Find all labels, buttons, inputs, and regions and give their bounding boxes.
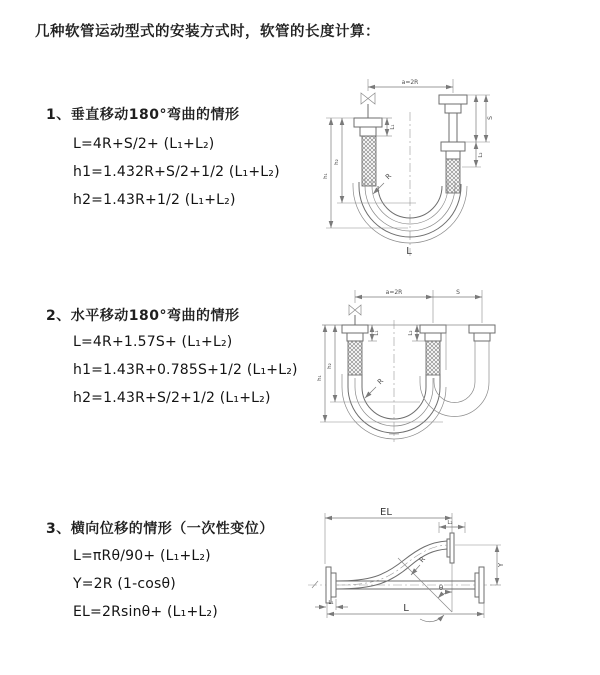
theta-label: θ xyxy=(438,584,444,592)
dimension-l xyxy=(327,603,484,618)
diagram-horizontal-bend xyxy=(308,282,600,467)
l2-label: L₂ xyxy=(408,330,414,336)
h1-label: h₁ xyxy=(323,173,329,179)
upper-flange xyxy=(447,533,454,563)
section1-heading: 1、垂直移动180°弯曲的情形 xyxy=(46,107,240,123)
angle-theta xyxy=(420,584,452,622)
dimension-span xyxy=(355,289,482,323)
hose-s-curve xyxy=(336,541,447,589)
dimension-l1 xyxy=(368,325,380,341)
span-label: a=2R xyxy=(385,289,403,296)
dimension-s-l2 xyxy=(462,95,494,167)
length-label: L xyxy=(403,603,409,614)
span-label: a=2R xyxy=(401,79,419,86)
section1-formula-h2: h2=1.43R+1/2 (L₁+L₂) xyxy=(73,192,236,208)
radius-label: R xyxy=(384,172,394,182)
left-pipe xyxy=(354,118,382,186)
section2-formula-L: L=4R+1.57S+ (L₁+L₂) xyxy=(73,334,233,350)
section3-formula-L: L=πRθ/90+ (L₁+L₂) xyxy=(73,548,211,564)
section1-formula-h1: h1=1.432R+S/2+1/2 (L₁+L₂) xyxy=(73,164,280,180)
dimension-l1 xyxy=(315,599,348,610)
diagram-lateral-displacement xyxy=(300,500,600,660)
section2-heading: 2、水平移动180°弯曲的情形 xyxy=(46,308,240,324)
right-pipe xyxy=(469,325,495,341)
section3-formula-EL: EL=2Rsinθ+ (L₁+L₂) xyxy=(73,604,218,620)
radius-label: R xyxy=(376,377,386,387)
dimension-h xyxy=(317,325,443,422)
h2-label: h₂ xyxy=(334,159,340,165)
section3-formula-Y: Y=2R (1-cosθ) xyxy=(73,576,176,592)
radius-callout xyxy=(365,377,385,398)
l2-label: L₂ xyxy=(447,520,453,526)
y-label: Y xyxy=(497,562,505,568)
h2-label: h₂ xyxy=(327,363,333,369)
s-label: S xyxy=(456,289,460,296)
l2-label: L₂ xyxy=(478,152,484,158)
diagram-vertical-bend xyxy=(310,70,600,260)
section3-heading: 3、横向位移的情形（一次性变位） xyxy=(46,521,274,537)
l1-label: L₁ xyxy=(328,600,334,606)
centerline xyxy=(389,320,399,442)
l1-label: L₁ xyxy=(390,124,396,130)
radius-label: R xyxy=(417,555,428,565)
left-pipe xyxy=(342,325,368,375)
dimension-span xyxy=(368,79,453,93)
h1-label: h₁ xyxy=(317,375,323,381)
el-label: EL xyxy=(380,507,392,518)
dimension-el xyxy=(325,507,452,612)
valve-icon xyxy=(349,305,361,325)
l1-label: L₁ xyxy=(374,330,380,336)
valve-icon xyxy=(361,93,375,118)
section2-formula-h1: h1=1.43R+0.785S+1/2 (L₁+L₂) xyxy=(73,362,298,378)
right-pipe xyxy=(439,95,467,193)
section2-formula-h2: h2=1.43R+S/2+1/2 (L₁+L₂) xyxy=(73,390,271,406)
left-flange xyxy=(326,567,336,603)
middle-pipe xyxy=(420,325,446,375)
right-flange xyxy=(475,567,484,603)
s-label: S xyxy=(487,116,494,120)
page-title: 几种软管运动型式的安装方式时，软管的长度计算： xyxy=(35,24,380,40)
section1-formula-L: L=4R+S/2+ (L₁+L₂) xyxy=(73,136,215,152)
length-label: L xyxy=(406,246,412,257)
